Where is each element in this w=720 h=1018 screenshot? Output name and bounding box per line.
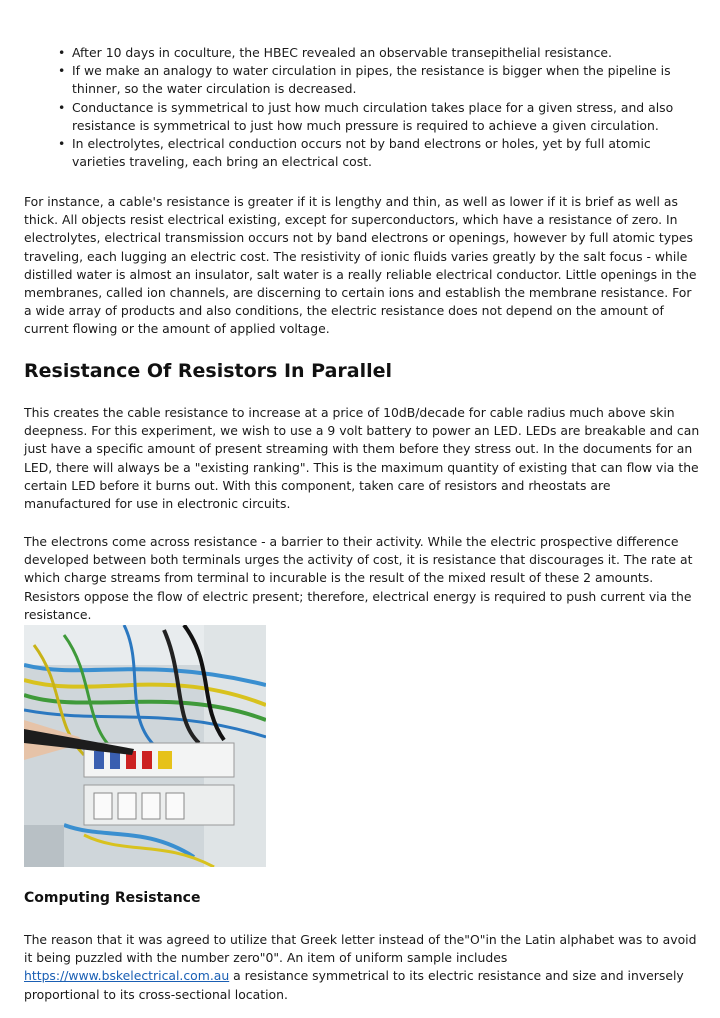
list-item: • If we make an analogy to water circulation in pipes, the resistance is bigger when the pipeline is thinner, so the water circulation is decreased. — [58, 62, 698, 98]
paragraph-computing — [24, 931, 700, 1004]
heading-resistance-parallel: Resistance Of Resistors In Parallel — [24, 360, 393, 382]
list-item: • After 10 days in coculture, the HBEC revealed an observable transepithelial resistance. — [58, 44, 698, 62]
list-item: • Conductance is symmetrical to just how much circulation takes place for a given stress, and also resistance is symmetrical to just how much pressure is required to achieve a given circulation. — [58, 99, 698, 135]
paragraph-parallel-2: The electrons come across resistance - a barrier to their activity. While the electric prospective difference developed between both terminals urges the activity of cost, it is resistance that discourages it. The rate at which charge streams from terminal to incurable is the result of the mixed result of these 2 amounts. Resistors oppose the flow of electric present; therefore, electrical energy is required to push current via the resistance. — [24, 534, 693, 622]
heading-computing-resistance: Computing Resistance — [24, 890, 201, 906]
electrical-panel-photo — [24, 625, 266, 867]
paragraph-text-after-link: a resistance symmetrical to its electric resistance and size and inversely proportional to its cross-sectional location. — [24, 968, 684, 1002]
bullet-list — [58, 44, 698, 171]
paragraph-parallel-1: This creates the cable resistance to increase at a price of 10dB/decade for cable radius much above skin deepness. For this experiment, we wish to use a 9 volt battery to power an LED. LEDs are breakable and can just have a specific amount of present streaming with them before they stress out. In the documents for an LED, there will always be a "existing ranking". This is the maximum quantity of existing that can flow via the certain LED before it burns out. With this component, taken care of resistors and rheostats are manufactured for use in electronic circuits. — [24, 405, 700, 512]
bskelectrical-link[interactable]: https://www.bskelectrical.com.au — [24, 968, 230, 984]
paragraph-intro: For instance, a cable's resistance is greater if it is lengthy and thin, as well as lower if it is brief as well as thick. All objects resist electrical existing, except for superconductors, which have a resistance of zero. In electrolytes, electrical transmission occurs not by band electrons or openings, however by full atomic types traveling, each lugging an electric cost. The resistivity of ionic fluids varies greatly by the salt focus - while distilled water is almost an insulator, salt water is a really reliable electrical conductor. Little openings in the membranes, called ion channels, are discerning to certain ions and establish the membrane resistance. For a wide array of products and also conditions, the electric resistance does not depend on the amount of current flowing or the amount of applied voltage. — [24, 194, 697, 337]
paragraph-text-before-link: The reason that it was agreed to utilize that Greek letter instead of the"O"in the Latin alphabet was to avoid it being puzzled with the number zero"0". An item of uniform sample includes — [24, 932, 697, 966]
list-item: • In electrolytes, electrical conduction occurs not by band electrons or holes, yet by full atomic varieties traveling, each bring an electrical cost. — [58, 135, 698, 171]
